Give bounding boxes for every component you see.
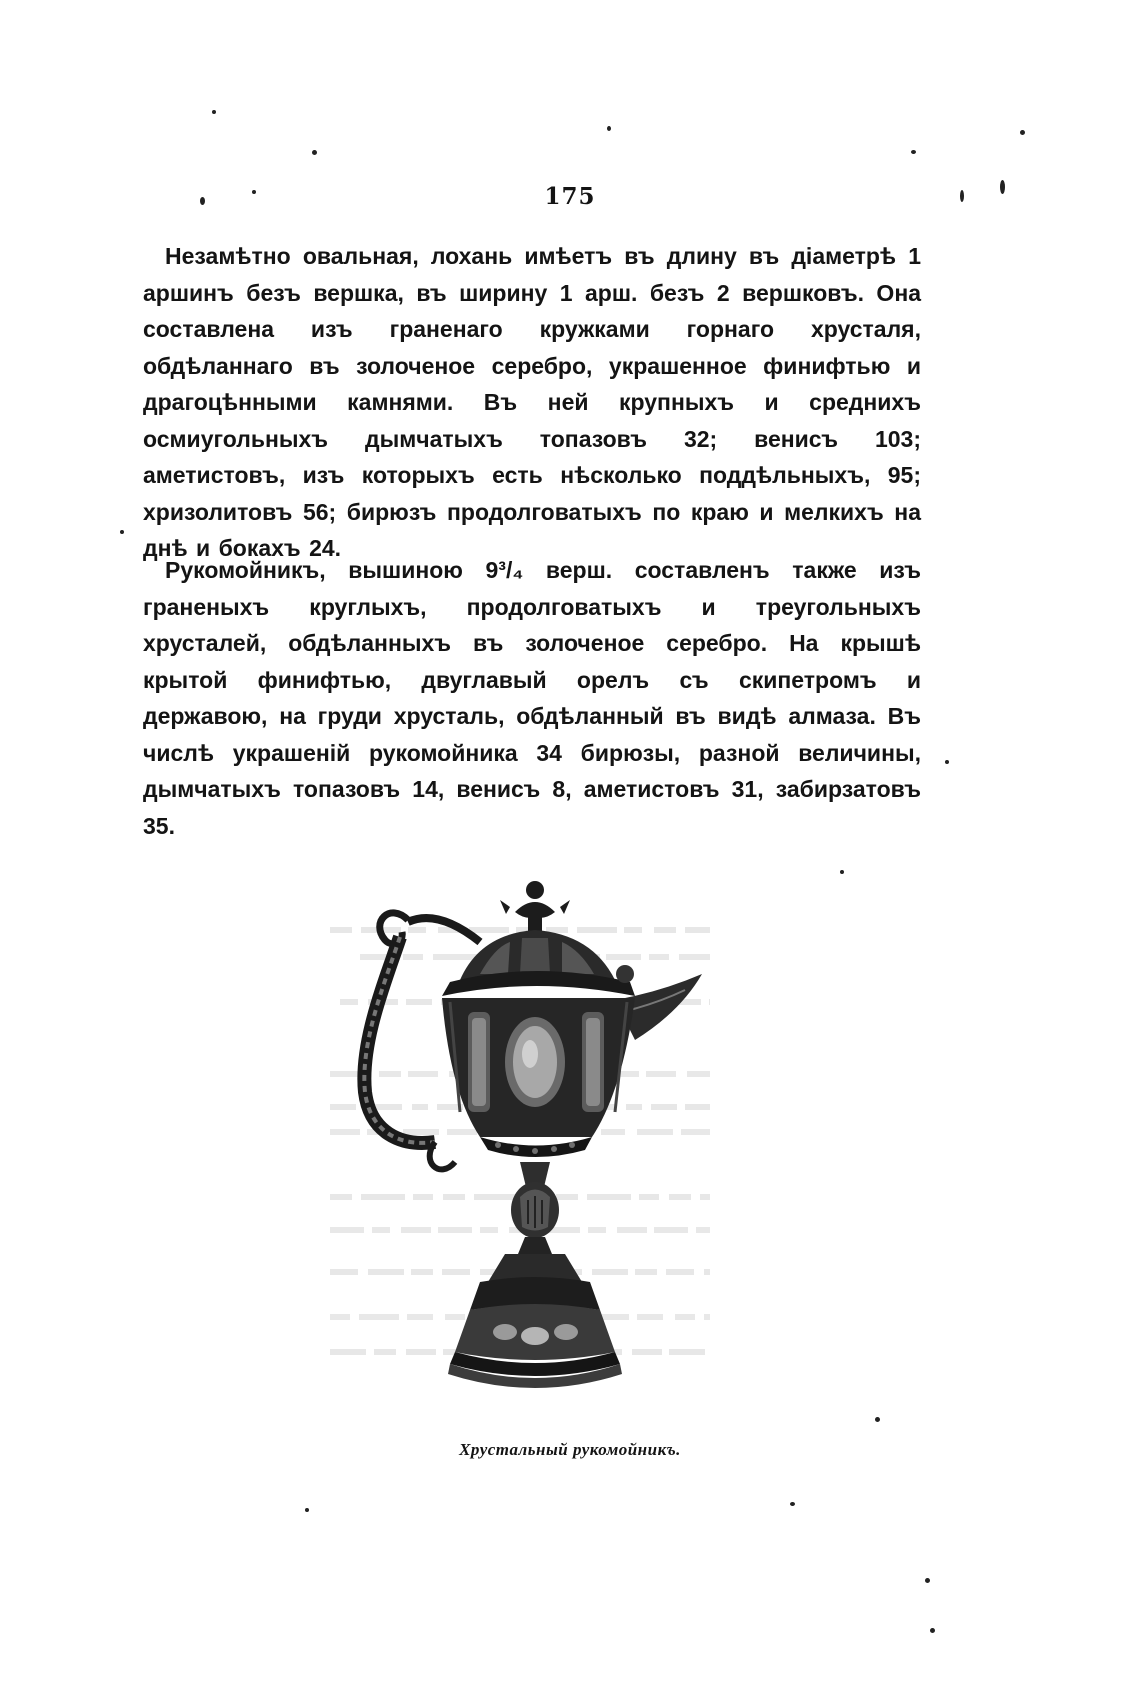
scan-speck <box>930 1628 935 1633</box>
scan-speck <box>120 530 124 534</box>
scan-speck <box>212 110 216 114</box>
scan-speck <box>305 1508 309 1512</box>
scan-speck <box>925 1578 930 1583</box>
ewer-illustration <box>330 862 710 1422</box>
paragraph-2: Рукомойникъ, вышиною 9³/₄ верш. составленъ также изъ граненыхъ круглыхъ, продолговатыхъ и треугольныхъ хрусталей, обдѣланныхъ въ золоченое серебро. На крышѣ крытой финифтью, двуглавый орелъ съ скипетромъ и державою, на груди хрусталь, обдѣланный въ видѣ алмаза. Въ числѣ украшеній рукомойника 34 бирюзы, разной величины, дымчатыхъ топазовъ 14, венисъ 8, аметистовъ 31, забирзатовъ 35. <box>143 557 921 839</box>
scan-speck <box>960 190 964 202</box>
scan-speck <box>790 1502 795 1506</box>
scan-speck <box>312 150 317 155</box>
paragraph-2-block <box>143 552 921 844</box>
eagle-finial <box>500 881 570 934</box>
scan-speck <box>875 1417 880 1422</box>
paragraph-1-block <box>143 238 921 567</box>
figure-caption: Хрустальный рукомойникъ. <box>459 1440 681 1459</box>
scan-speck <box>607 126 611 131</box>
page-number: 175 <box>544 183 596 210</box>
paragraph-1: Незамѣтно овальная, лохань имѣетъ въ длину въ діаметрѣ 1 аршинъ безъ вершка, въ ширину 1 арш. безъ 2 вершковъ. Она составлена изъ граненаго кружками горнаго хрусталя, обдѣланнаго въ золоченое серебро, украшенное финифтью и драгоцѣнными камнями. Въ ней крупныхъ и среднихъ осмиугольныхъ дымчатыхъ топазовъ 32; венисъ 103; аметистовъ, изъ которыхъ есть нѣсколько поддѣльныхъ, 95; хризолитовъ 56; бирюзъ продолговатыхъ по краю и мелкихъ на днѣ и бокахъ 24. <box>143 243 921 561</box>
scan-speck <box>1000 180 1005 194</box>
scan-speck <box>1020 130 1025 135</box>
scan-speck <box>911 150 916 154</box>
scan-speck <box>200 197 205 205</box>
ewer-engraving-icon <box>330 862 710 1422</box>
scan-speck <box>252 190 256 194</box>
ewer-stem <box>511 1162 559 1254</box>
scan-speck <box>840 870 844 874</box>
scan-speck <box>945 760 949 764</box>
